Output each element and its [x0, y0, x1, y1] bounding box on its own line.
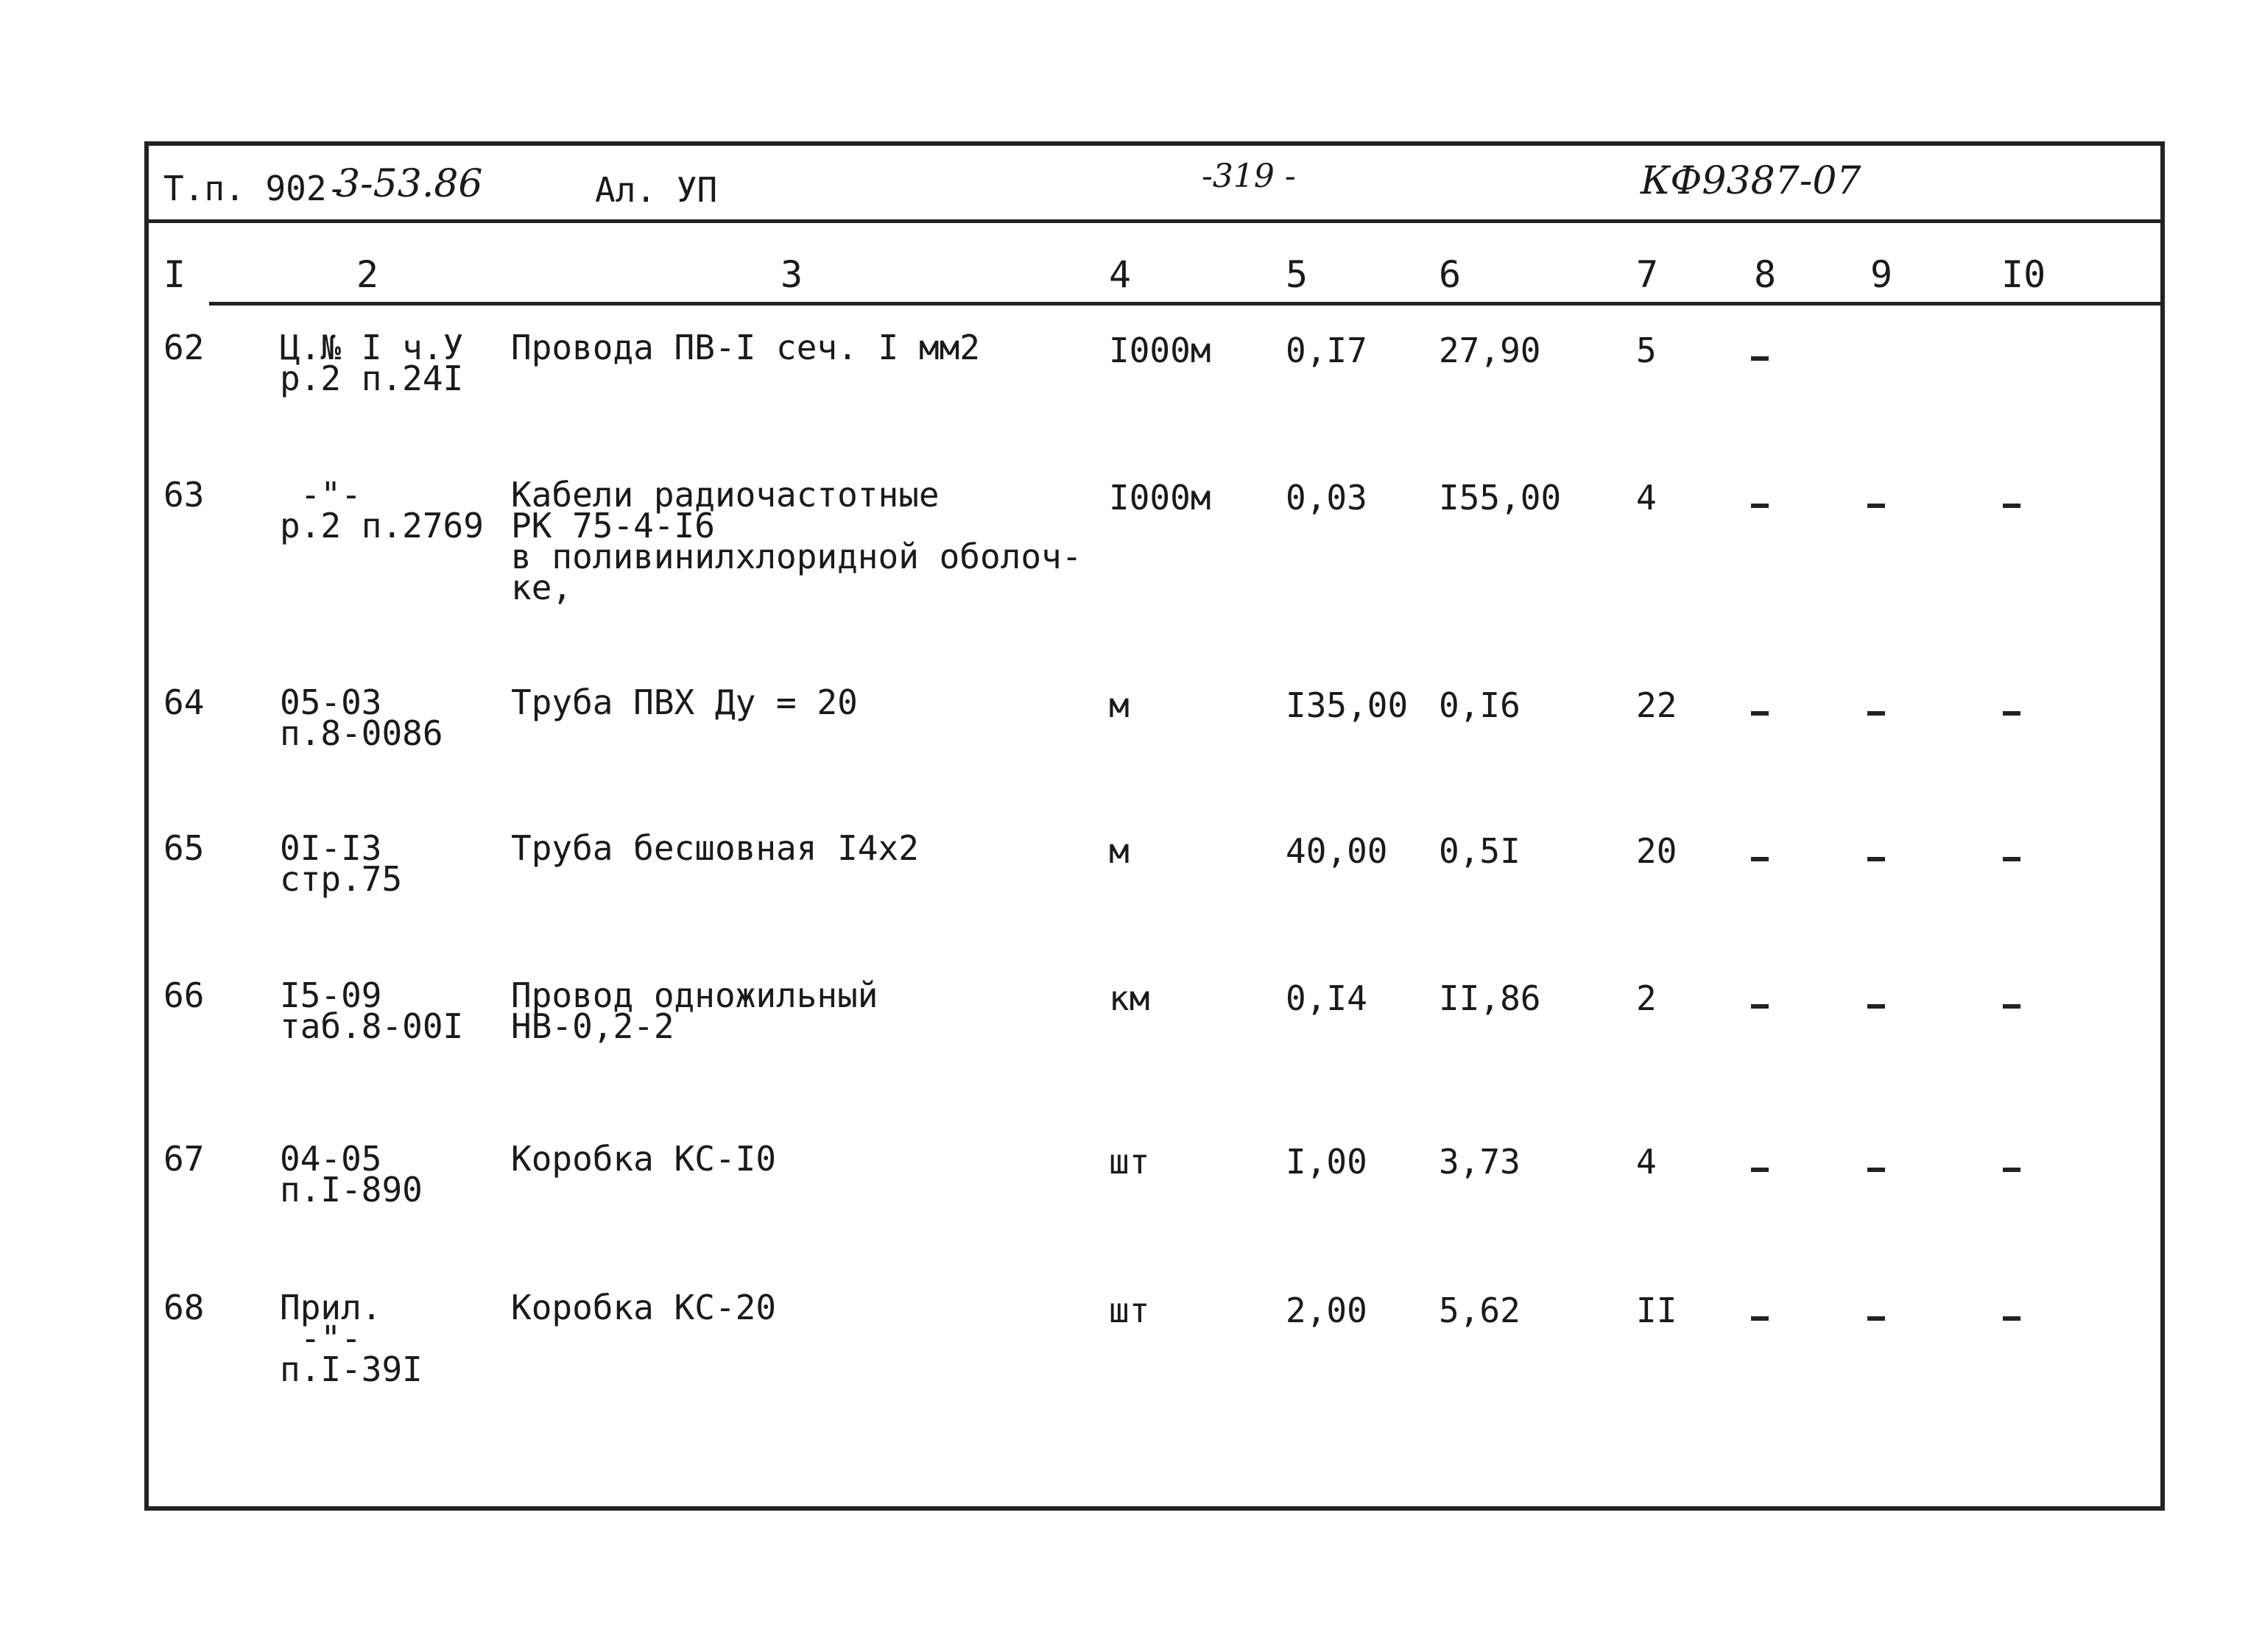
- column-number: I: [163, 253, 186, 296]
- column-number: 7: [1636, 253, 1659, 296]
- column-7-value: 5: [1636, 331, 1657, 370]
- page-number: -319 -: [1202, 158, 1296, 195]
- column-number: 9: [1870, 253, 1893, 296]
- quantity: 40,00: [1286, 831, 1388, 871]
- row-number: 62: [163, 328, 205, 367]
- unit: км: [1109, 978, 1150, 1018]
- header-divider: [144, 219, 2165, 223]
- dash-mark: [1867, 1168, 1885, 1172]
- item-name: Труба бесшовная I4х2: [511, 828, 919, 868]
- item-name: Коробка КС-I0: [511, 1139, 777, 1179]
- norm-reference: стр.75: [280, 859, 403, 899]
- unit: I000м: [1109, 331, 1211, 370]
- column-7-value: II: [1636, 1291, 1677, 1330]
- item-name: РК 75-4-I6: [511, 506, 715, 546]
- row-number: 63: [163, 475, 205, 515]
- quantity: I35,00: [1286, 685, 1409, 725]
- quantity: 2,00: [1286, 1291, 1367, 1330]
- column-number: 4: [1109, 253, 1132, 296]
- item-name: ке,: [511, 568, 573, 607]
- dash-mark: [2003, 857, 2020, 861]
- column-number: 5: [1286, 253, 1308, 296]
- item-name: НВ-0,2-2: [511, 1006, 674, 1046]
- column-number: I0: [2001, 253, 2046, 296]
- column-number: 8: [1754, 253, 1777, 296]
- column-header-divider: [209, 302, 2165, 306]
- dash-mark: [1867, 857, 1885, 861]
- item-name: Труба ПВХ Ду = 20: [511, 682, 858, 722]
- row-number: 67: [163, 1139, 205, 1179]
- column-7-value: 22: [1636, 685, 1677, 725]
- row-number: 66: [163, 975, 205, 1015]
- norm-reference: -"-: [280, 475, 362, 515]
- unit-price: II,86: [1439, 978, 1541, 1018]
- dash-mark: [1751, 711, 1769, 716]
- column-7-value: 4: [1636, 478, 1657, 518]
- row-number: 68: [163, 1288, 205, 1327]
- dash-mark: [1751, 1316, 1769, 1321]
- unit: м: [1109, 831, 1130, 871]
- unit-price: 0,I6: [1439, 685, 1521, 725]
- norm-reference: 05-03: [280, 682, 382, 722]
- column-7-value: 20: [1636, 831, 1677, 871]
- norm-reference: Прил.: [280, 1288, 382, 1327]
- document-code: КФ9387-07: [1641, 159, 1861, 203]
- dash-mark: [1751, 504, 1769, 508]
- dash-mark: [2003, 1168, 2020, 1172]
- column-7-value: 2: [1636, 978, 1657, 1018]
- unit-price: 27,90: [1439, 331, 1541, 370]
- dash-mark: [2003, 1004, 2020, 1009]
- doc-number-handwritten: 3-53.86: [336, 162, 483, 206]
- norm-reference: -"-: [280, 1319, 362, 1358]
- item-name: Кабели радиочастотные: [511, 475, 940, 515]
- dash-mark: [2003, 504, 2020, 508]
- quantity: I,00: [1286, 1142, 1367, 1182]
- item-name: Провод одножильный: [511, 975, 878, 1015]
- column-7-value: 4: [1636, 1142, 1657, 1182]
- item-name: Коробка КС-20: [511, 1288, 777, 1327]
- unit: шт: [1109, 1291, 1150, 1330]
- dash-mark: [1751, 356, 1769, 361]
- item-name: в поливинилхлоридной оболоч-: [511, 537, 1082, 576]
- norm-reference: п.8-0086: [280, 713, 443, 753]
- dash-mark: [2003, 1316, 2020, 1321]
- norm-reference: Ц.№ I ч.У: [280, 328, 464, 367]
- unit: шт: [1109, 1142, 1150, 1182]
- norm-reference: р.2 п.2769: [280, 506, 484, 546]
- album-label: Ал. УП: [595, 170, 718, 210]
- norm-reference: 04-05: [280, 1139, 382, 1179]
- dash-mark: [1751, 1004, 1769, 1009]
- dash-mark: [1867, 711, 1885, 716]
- norm-reference: таб.8-00I: [280, 1006, 464, 1046]
- dash-mark: [1751, 1168, 1769, 1172]
- column-number: 3: [781, 253, 803, 296]
- row-number: 64: [163, 682, 205, 722]
- dash-mark: [1867, 1316, 1885, 1321]
- doc-prefix: Т.п. 902-: [163, 169, 348, 208]
- dash-mark: [1867, 1004, 1885, 1009]
- quantity: 0,I4: [1286, 978, 1367, 1018]
- quantity: 0,I7: [1286, 331, 1367, 370]
- unit-price: 3,73: [1439, 1142, 1521, 1182]
- unit: I000м: [1109, 478, 1211, 518]
- norm-reference: р.2 п.24I: [280, 359, 464, 398]
- norm-reference: 0I-I3: [280, 828, 382, 868]
- unit-price: I55,00: [1439, 478, 1562, 518]
- unit-price: 5,62: [1439, 1291, 1521, 1330]
- norm-reference: п.I-890: [280, 1170, 423, 1210]
- item-name: Провода ПВ-I сеч. I мм2: [511, 328, 980, 367]
- norm-reference: I5-09: [280, 975, 382, 1015]
- norm-reference: п.I-39I: [280, 1349, 423, 1389]
- quantity: 0,03: [1286, 478, 1367, 518]
- dash-mark: [1867, 504, 1885, 508]
- row-number: 65: [163, 828, 205, 868]
- dash-mark: [2003, 711, 2020, 716]
- unit-price: 0,5I: [1439, 831, 1521, 871]
- unit: м: [1109, 685, 1130, 725]
- column-number: 2: [356, 253, 379, 296]
- column-number: 6: [1439, 253, 1462, 296]
- dash-mark: [1751, 857, 1769, 861]
